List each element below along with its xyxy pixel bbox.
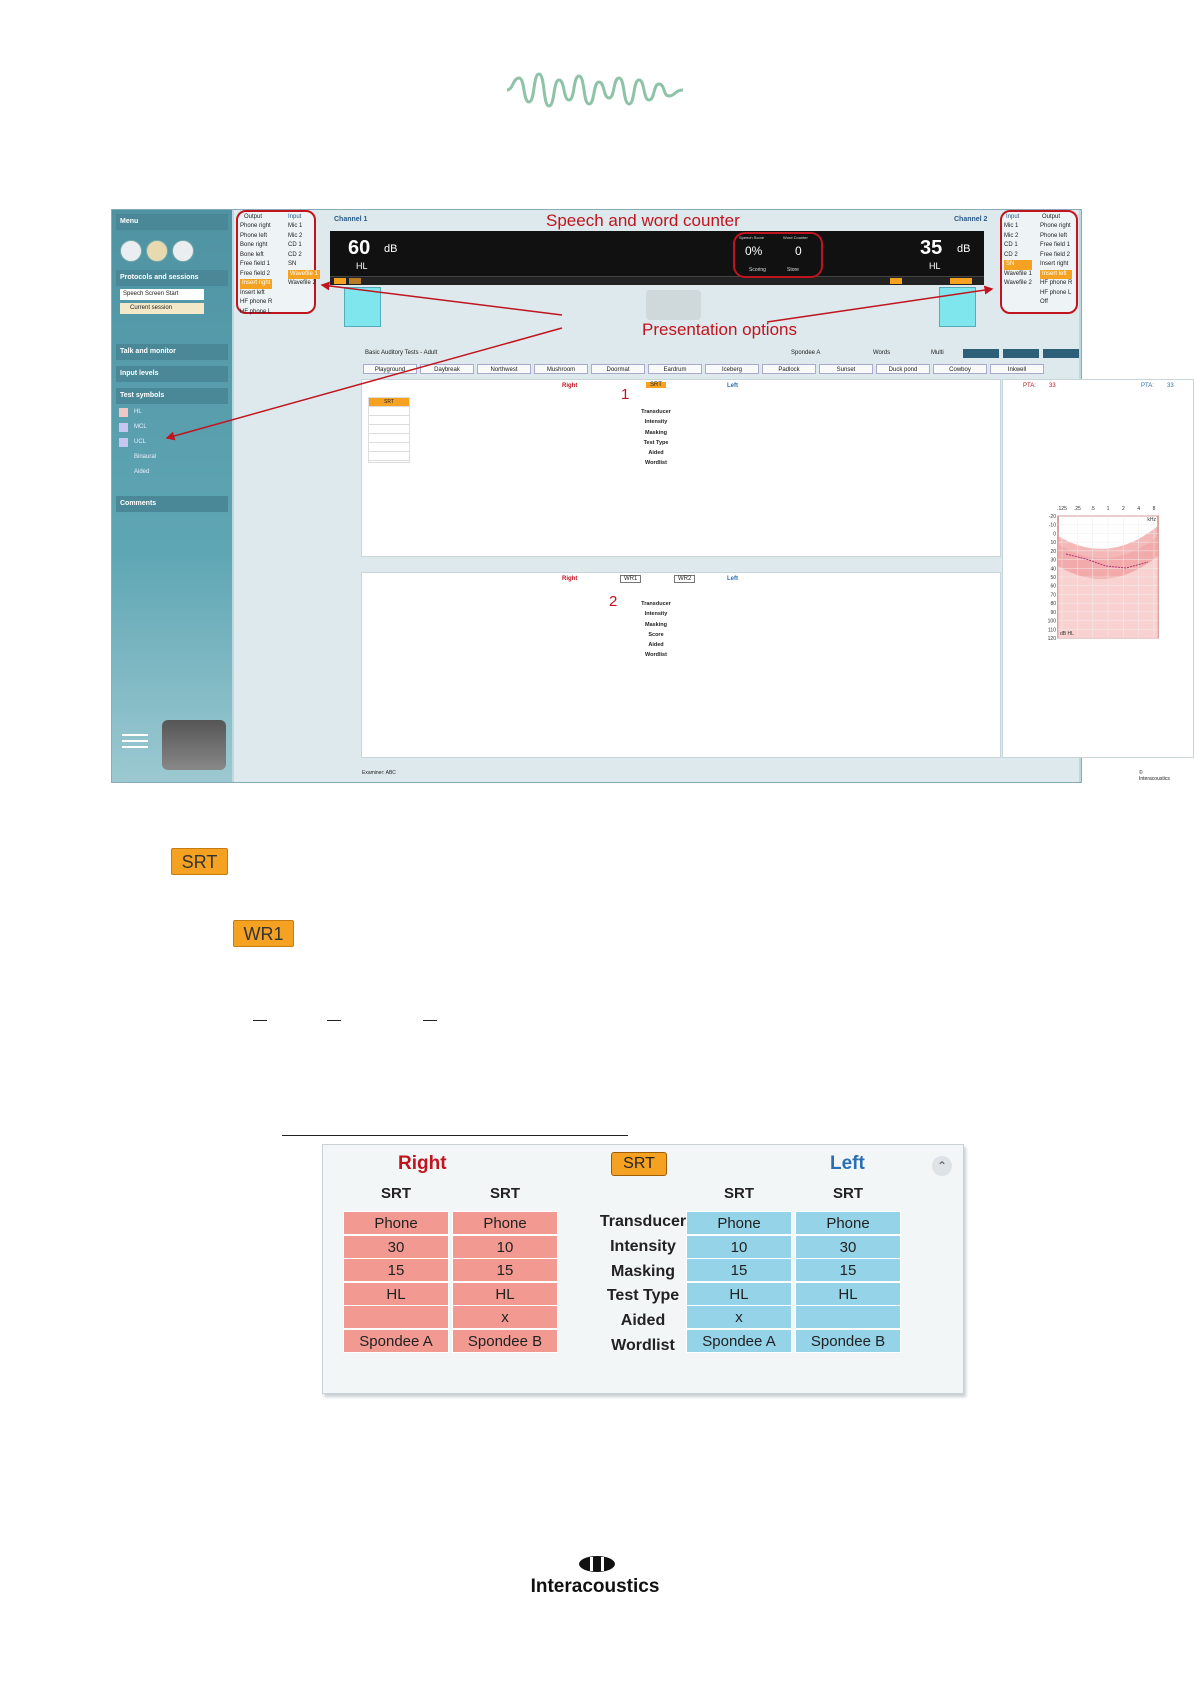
section2-left-label: Left [727,576,738,582]
channel2-scale: HL [929,261,941,271]
annotation-speech-word-counter: Speech and word counter [546,211,740,230]
annotation-presentation-options: Presentation options [642,320,797,339]
word-tab[interactable]: Inkwell [990,364,1044,374]
row-label: Score [648,631,664,638]
symbol-hl[interactable]: HL [134,409,142,415]
db-tick-label: 90 [1050,609,1056,616]
table-cell: Spondee A [343,1329,449,1353]
pta-right-label: PTA: [1023,383,1036,389]
list-option[interactable]: HF phone L [1040,289,1072,296]
list-option[interactable]: Insert left [240,289,265,296]
khz-label: kHz [1147,517,1156,523]
table-row-label: Aided [620,1312,666,1330]
words-select[interactable]: Words [873,350,891,356]
row-label: Wordlist [645,652,667,659]
list-option[interactable]: Insert right [1040,261,1069,267]
symbol-mcl[interactable]: MCL [134,424,147,430]
list-option[interactable]: Mic 2 [288,232,303,239]
table-cell: 15 [343,1258,449,1282]
channel2-label: Channel 2 [954,216,988,223]
output-header: Output [244,214,263,220]
list-option[interactable]: Free field 2 [1040,251,1071,258]
column-header: SRT [833,1185,863,1202]
list-option[interactable]: CD 2 [288,251,302,258]
db-tick-label: 30 [1050,557,1056,564]
session-select[interactable]: Current session [120,303,204,314]
row-label: Transducer [641,409,671,415]
table-cell: HL [343,1282,449,1306]
list-option[interactable]: Free field 1 [1040,242,1071,248]
section1-right-label: Right [562,383,578,389]
table-row-label: Test Type [606,1287,680,1305]
word-tab[interactable]: Playground [363,364,417,374]
list-option[interactable]: Wavefile 1 [1004,270,1032,277]
word-tab[interactable]: Northwest [477,364,531,374]
db-tick-label: -20 [1048,514,1056,520]
symbol-aided[interactable]: Aided [134,469,150,475]
section1-left-label: Left [727,383,738,389]
db-tick-label: 60 [1050,583,1056,590]
table-cell: 15 [452,1258,558,1282]
wr1-badge-large: WR1 [233,920,294,947]
section2-wr1-badge[interactable]: WR1 [620,575,641,583]
table-cell: Spondee B [795,1329,901,1353]
list-option[interactable]: Bone left [240,251,264,258]
db-tick-label: -10 [1048,522,1056,529]
symbol-binaural[interactable]: Binaural [134,454,157,460]
table-right-label: Right [398,1153,447,1174]
word-tab[interactable]: Cowboy [933,364,987,374]
table-cell: Phone [452,1211,558,1235]
interacoustics-logo-icon [578,1555,616,1573]
list-option[interactable]: Free field 1 [240,261,271,267]
column-header: SRT [490,1185,520,1202]
db-tick-label: 20 [1050,548,1056,555]
channel1-unit: dB [384,243,398,255]
table-row-label: Wordlist [611,1337,675,1354]
collapse-chevron-icon[interactable]: ⌃ [932,1156,952,1176]
list-option[interactable]: Phone left [1040,232,1068,239]
protocols-header[interactable]: Protocols and sessions [116,270,228,286]
table-cell: HL [795,1282,901,1306]
input-levels-header[interactable]: Input levels [116,366,228,382]
freq-tick-label: 8 [1152,506,1156,512]
channel2-unit: dB [957,243,971,255]
list-option[interactable]: Off [1040,299,1048,305]
srt-results-table [322,1144,964,1394]
list-option[interactable]: Wavefile 2 [1004,280,1032,286]
table-cell: 15 [686,1258,792,1282]
list-option[interactable]: Wavefile 2 [288,280,316,286]
examiner-label: Examiner: ABC [362,770,396,776]
underline-mark [253,1020,267,1021]
column-header: SRT [381,1185,411,1202]
word-tab[interactable]: Iceberg [705,364,759,374]
word-counter-value: 0 [795,244,802,258]
db-tick-label: 80 [1050,601,1056,608]
word-tab[interactable]: Sunset [819,364,873,374]
table-cell [343,1305,449,1329]
list-option[interactable]: HF phone L [240,308,272,315]
table-cell: Spondee B [452,1329,558,1353]
db-hl-label: dB HL [1060,631,1074,637]
list-option[interactable]: Insert right [240,279,272,289]
freq-tick-label: .125 [1057,506,1067,512]
freq-tick-label: 2 [1121,506,1125,512]
list-option[interactable]: CD 2 [1004,251,1018,258]
table-cell [795,1305,901,1329]
db-tick-label: 0 [1053,531,1056,538]
list-option[interactable]: Phone left [240,232,268,239]
test-symbols-header[interactable]: Test symbols [116,388,228,404]
section2-right-label: Right [562,576,578,582]
table-row-label: Transducer [599,1213,687,1230]
channel2-value: 35 [920,237,943,259]
underline-mark [327,1020,341,1021]
list-option[interactable]: Free field 2 [240,270,271,277]
row-label: Test Type [643,439,669,446]
channel1-label: Channel 1 [334,216,368,223]
list-option[interactable]: Mic 1 [288,223,303,229]
table-cell: Phone [795,1211,901,1235]
comments-header[interactable]: Comments [116,496,228,512]
db-tick-label: 100 [1047,618,1056,625]
row-label: Intensity [644,419,668,426]
db-tick-label: 70 [1050,592,1056,599]
row-label: Wordlist [645,460,667,467]
input-header-right: Input [1006,214,1020,220]
scoring-label: Scoring [749,267,766,273]
list-option[interactable]: Bone right [240,242,268,248]
row-label: Aided [648,642,664,649]
table-srt-badge[interactable]: SRT [611,1152,667,1176]
word-tab[interactable]: Doormat [591,364,645,374]
table-row-label: Intensity [610,1237,676,1255]
section2-wr2-badge[interactable]: WR2 [674,575,695,583]
db-tick-label: 10 [1050,540,1056,547]
list-option[interactable]: Phone right [240,223,271,229]
header-wave-logo [505,68,685,112]
footer-brand: Interacoustics [530,1576,660,1597]
speech-score-label: Speech Score [739,235,765,240]
list-option[interactable]: Mic 1 [1004,223,1019,229]
row-label: Masking [644,429,667,436]
list-select[interactable]: Spondee A [791,350,821,356]
channel1-scale: HL [356,261,368,271]
list-option[interactable]: SN [1004,260,1032,270]
table-cell: HL [452,1282,558,1306]
table-left-label: Left [830,1153,865,1174]
db-tick-label: 40 [1050,566,1056,573]
table-cell: 10 [452,1235,558,1259]
list-option[interactable]: CD 1 [288,242,302,248]
list-option[interactable]: CD 1 [1004,242,1018,248]
section1-srt-badge[interactable]: SRT [646,382,666,388]
pta-right-value: 33 [1049,383,1056,389]
mode-select[interactable]: Multi [931,350,944,356]
srt-badge-large: SRT [171,848,228,875]
input-header: Input [288,214,302,220]
underline-mark [423,1020,437,1021]
freq-tick-label: 1 [1106,506,1110,512]
row-label: Masking [644,621,667,628]
table-cell: 15 [795,1258,901,1282]
protocol-select[interactable]: Speech Screen Start [120,289,204,300]
store-label: Store [787,267,799,273]
row-label: Transducer [641,601,671,607]
talk-monitor-header[interactable]: Talk and monitor [116,344,228,360]
word-counter-label: Word Counter [783,235,808,240]
table-cell: Phone [686,1211,792,1235]
software-screenshot [111,209,1174,783]
freq-tick-label: .25 [1073,506,1081,512]
db-tick-label: 120 [1047,636,1056,642]
table-cell: Spondee A [686,1329,792,1353]
table-cell: x [686,1305,792,1329]
word-tab[interactable]: Eardrum [648,364,702,374]
symbol-ucl[interactable]: UCL [134,439,147,445]
list-option[interactable]: Insert left [1040,270,1072,280]
list-option[interactable]: HF phone R [1040,280,1073,286]
word-tab[interactable]: Duck pond [876,364,930,374]
side-srt-badge: SRT [369,398,409,406]
table-cell: HL [686,1282,792,1306]
table-row-label: Masking [610,1262,675,1280]
list-option[interactable]: Wavefile 1 [288,270,320,280]
copyright-label: © Interacoustics [1139,770,1170,782]
horizontal-rule [282,1135,628,1136]
list-option[interactable]: SN [288,261,297,267]
table-cell: Phone [343,1211,449,1235]
section1-number: 1 [621,386,630,403]
table-cell: 30 [795,1235,901,1259]
menu-header[interactable]: Menu [116,214,228,230]
section2-number: 2 [609,593,618,610]
annotation-arrows [112,210,1081,782]
list-option[interactable]: HF phone R [240,299,273,305]
word-tab[interactable]: Padlock [762,364,816,374]
test-select[interactable]: Basic Auditory Tests - Adult [365,350,438,356]
freq-tick-label: 4 [1137,506,1141,512]
footer-logo [512,1555,678,1599]
channel1-value: 60 [348,237,371,259]
word-tab[interactable]: Mushroom [534,364,588,374]
table-cell: x [452,1305,558,1329]
column-header: SRT [724,1185,754,1202]
list-option[interactable]: Mic 2 [1004,232,1019,239]
freq-tick-label: .5 [1090,506,1095,512]
table-cell: 10 [686,1235,792,1259]
db-tick-label: 50 [1050,575,1056,581]
table-cell: 30 [343,1235,449,1259]
pta-left-label: PTA: [1141,383,1154,389]
pta-left-value: 33 [1167,383,1174,389]
row-label: Aided [648,450,664,457]
speech-score-value: 0% [745,244,763,258]
db-tick-label: 110 [1048,627,1056,634]
list-option[interactable]: Phone right [1040,223,1071,229]
output-header-right: Output [1042,214,1061,220]
row-label: Intensity [644,611,668,618]
word-tab[interactable]: Daybreak [420,364,474,374]
